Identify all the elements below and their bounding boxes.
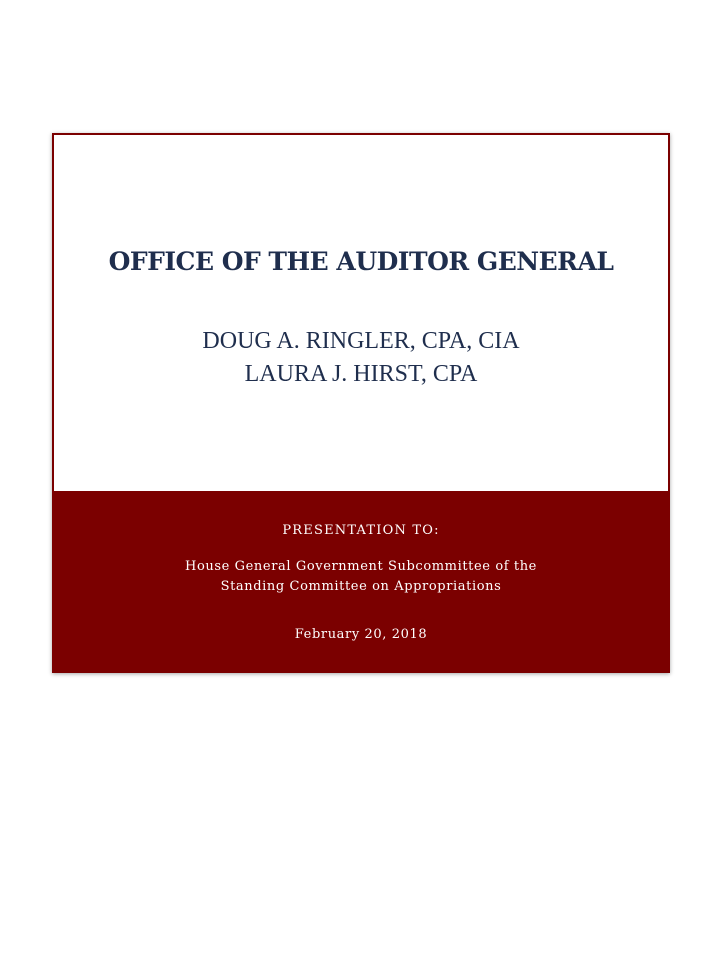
presenter-name: LAURA J. HIRST, CPA	[244, 361, 478, 387]
presentation-label: PRESENTATION TO:	[282, 523, 440, 538]
presenter-name: DOUG A. RINGLER, CPA, CIA	[202, 328, 520, 354]
presentation-banner	[54, 491, 668, 673]
committee-name	[54, 557, 668, 597]
presentation-date: February 20, 2018	[294, 627, 428, 642]
organization-title: OFFICE OF THE AUDITOR GENERAL	[108, 247, 614, 276]
presenter-list	[54, 325, 668, 391]
slide-header-section	[54, 135, 668, 491]
committee-line: Standing Committee on Appropriations	[220, 579, 502, 594]
committee-line: House General Government Subcommittee of the	[185, 559, 537, 574]
title-slide	[52, 133, 670, 673]
